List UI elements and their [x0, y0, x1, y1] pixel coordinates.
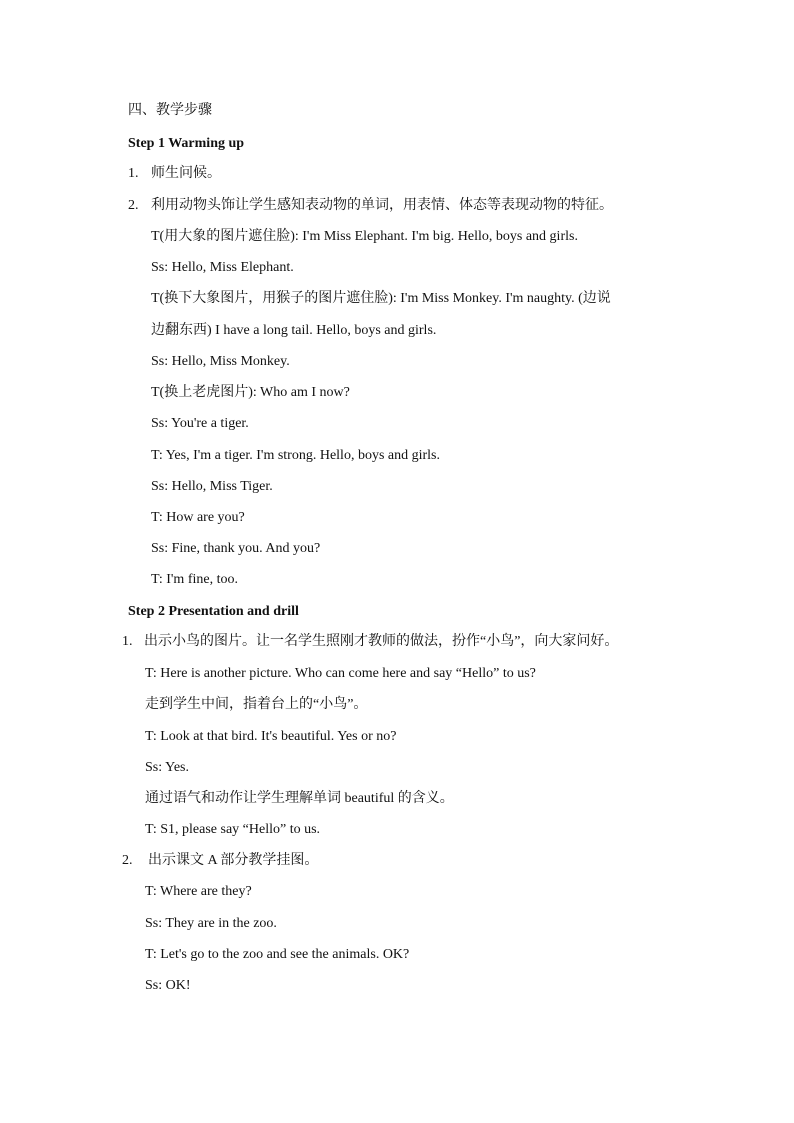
- dialogue-line: T(用大象的图片遮住脸): I'm Miss Elephant. I'm big. Hello, boys and girls.: [151, 229, 578, 244]
- dialogue-line: Ss: Hello, Miss Monkey.: [151, 354, 290, 369]
- item-number: 2.: [128, 198, 139, 213]
- step2-line: 通过语气和动作让学生理解单词 beautiful 的含义。: [145, 791, 454, 806]
- item-text: 出示小鸟的图片。让一名学生照刚才教师的做法，扮作“小鸟”，向大家问好。: [144, 634, 619, 649]
- section-heading: 四、教学步骤: [128, 103, 212, 118]
- dialogue-line: T(换下大象图片，用猴子的图片遮住脸): I'm Miss Monkey. I'm naughty. (边说: [151, 291, 611, 306]
- step2-line: T: Here is another picture. Who can come here and say “Hello” to us?: [145, 666, 536, 681]
- dialogue-line: 边翻东西) I have a long tail. Hello, boys and girls.: [151, 323, 437, 338]
- dialogue-line: T: Yes, I'm a tiger. I'm strong. Hello, boys and girls.: [151, 448, 440, 463]
- step2-line: T: Where are they?: [145, 884, 252, 899]
- item-text: 出示课文 A 部分教学挂图。: [148, 853, 319, 868]
- dialogue-line: T: How are you?: [151, 510, 245, 525]
- step1-title: Step 1 Warming up: [128, 136, 245, 151]
- step2-line: Ss: They are in the zoo.: [145, 916, 277, 931]
- dialogue-line: T: I'm fine, too.: [151, 572, 238, 587]
- item-number: 1.: [128, 166, 139, 181]
- step2-line: Ss: OK!: [145, 978, 191, 993]
- dialogue-line: Ss: Fine, thank you. And you?: [151, 541, 321, 556]
- step2-line: Ss: Yes.: [145, 760, 189, 775]
- step2-line: T: S1, please say “Hello” to us.: [145, 822, 321, 837]
- dialogue-line: Ss: Hello, Miss Elephant.: [151, 260, 294, 275]
- item-text: 师生问候。: [151, 166, 221, 181]
- item-text: 利用动物头饰让学生感知表动物的单词，用表情、体态等表现动物的特征。: [151, 198, 613, 213]
- dialogue-line: T(换上老虎图片): Who am I now?: [151, 385, 350, 400]
- step2-line: 走到学生中间，指着台上的“小鸟”。: [145, 697, 368, 712]
- dialogue-line: Ss: Hello, Miss Tiger.: [151, 479, 273, 494]
- dialogue-line: Ss: You're a tiger.: [151, 416, 249, 431]
- item-number: 2.: [122, 853, 133, 868]
- step2-title: Step 2 Presentation and drill: [128, 604, 299, 619]
- step2-line: T: Let's go to the zoo and see the animals. OK?: [145, 947, 410, 962]
- step2-line: T: Look at that bird. It's beautiful. Yes or no?: [145, 729, 397, 744]
- item-number: 1.: [122, 634, 133, 649]
